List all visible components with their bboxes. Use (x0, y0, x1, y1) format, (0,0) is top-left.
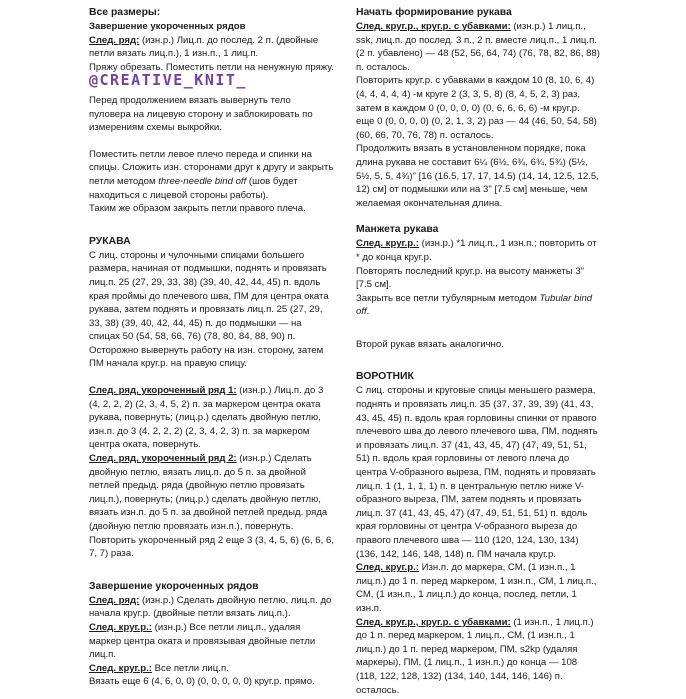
all-sizes-heading: Все размеры: (89, 7, 161, 18)
collar-round-2-instruction: След. круг.р., круг.р. с убавками: (1 изн.п., 1 лиц.п.) до 1 п. перед маркером, 1 лиц.п., СМ, (1 изн.п., 1 лиц.п.) до 1 п. перед маркером, ПМ, s2kp (удаляя маркеры), ПМ, (1 лиц.п., 1 изн.п.) до конца — 108 (118, 122, 128, 132) (134, 140, 144, 146, 146) п. осталось. (356, 616, 594, 696)
three-needle-paragraph: Поместить петли левое плечо переда и спинки на спицы. Сложить изн. сторонами друг к другу и закрыть петли методом three-needle bind off (шов будет находиться с лицевой стороны работы). (89, 148, 334, 201)
second-sleeve-note: Второй рукав вязать аналогично. (356, 338, 504, 350)
next-round-instruction: След. круг.р.: (изн.р.) Все петли лиц.п., удаляя маркер центра оката и провязывая двойные петли лиц.п. (89, 621, 316, 661)
begin-sleeve-shaping-heading: Начать формирование рукава (356, 7, 512, 18)
right-column (356, 6, 600, 697)
collar-pickup-paragraph: С лиц. стороны и круговые спицы меньшего размера, поднять и провязать лиц.п. 35 (37, 37, 39, 39) (41, 43, 43, 45, 45) п. вдоль края горловины спинки от правого плечевого шва до левого плечевого шва, ПМ, поднять и провязать лиц.п. 37 (41, 43, 45, 47) (47, 49, 51, 51, 51) п. вдоль края горловины от левого плеча до центра V-образного выреза, ПМ, поднять и провязать лиц.п. 1 (1, 1, 1, 1) п. в центральную петлю ниже V-образного выреза, ПМ, затем поднять и провязать лиц.п. 37 (41, 43, 45, 47) (47, 49, 51, 51, 51) п. вдоль края горловины от центра V-образного выреза до правого плечевого шва — 110 (120, 124, 130, 134) (136, 142, 146, 148, 148) п. ПМ начала круг.р. (356, 385, 598, 560)
watermark-handle: @CREATIVE_KNIT_ (89, 71, 247, 90)
knit-more-instruction: Вязать еще 6 (4, 6, 0, 0) (0, 0, 0, 0, 0) круг.р. прямо. (89, 676, 315, 688)
decrease-round-instruction: След. круг.р., круг.р. с убавками: (изн.р.) 1 лиц.п., ssk, лиц.п. до послед. 3 п., 2 п. вместе лиц.п., 1 лиц.п. (2 п. убавлено) — 48 (52, 56, 64, 74) (76, 78, 82, 86, 88) п. осталось. (356, 21, 600, 73)
continue-length-paragraph: Продолжить вязать в установленном порядке, пока длина рукава не составит 6¼ (6½, 6¾, 6¾, 5¾) (5½, 5½, 5, 5, 4¾)" [16 (16.5, 17, 17, 14.5) (14, 14, 12.5, 12.5, 12) см] от подмышки или на 3" [7.5 см] меньше, чем желаемая окончательная длина. (356, 143, 599, 209)
same-shoulder-paragraph: Таким же образом закрыть петли правого плеча. (89, 203, 306, 215)
blocking-paragraph: Перед продолжением вязать вывернуть тело пуловера на лицевую сторону и заблокировать по измерениям схемы выкройки. (89, 94, 313, 134)
repeat-short-row-paragraph: Повторить укороченный ряд 2 еще 3 (3, 4, 5, 6) (6, 6, 6, 7, 7) раза. (89, 534, 334, 560)
next-round-2-instruction: След. круг.р.: Все петли лиц.п. (89, 662, 229, 674)
cuff-round-instruction: След. круг.р.: (изн.р.) *1 лиц.п., 1 изн.п.; повторить от * до конца круг.р. (356, 238, 597, 263)
tubular-bind-off-instruction: Закрыть все петли тубулярным методом Tubular bind off. (356, 292, 593, 318)
cuff-heading: Манжета рукава (356, 224, 439, 236)
collar-heading: ВОРОТНИК (356, 371, 414, 383)
short-row-2-paragraph: След. ряд, укороченный ряд 2: (изн.р.) Сделать двойную петлю, вязать лиц.п. до 5 п. за двойной петлей предыд. ряда (двойную петлю провязать лиц.п.), повернуть; (лиц.р.) сделать двойную петлю, вязать изн.п. до 5 п. за двойной петлей предыд. ряда (двойную петлю провязать изн.п.), повернуть. (89, 453, 328, 532)
sleeve-pickup-paragraph: С лиц. стороны и чулочными спицами большего размера, начиная от подмышки, поднять и провязать лиц.п. 25 (27, 29, 33, 38) (39, 40, 42, 44, 45) п. вдоль края проймы до плечевого шва, ПМ для центра оката рукава, затем поднять и провязать лиц.п. 25 (27, 29, 33, 38) (39, 40, 42, 44, 45) п. до подмышки — на спицах 50 (54, 58, 66, 76) (78, 80, 84, 88, 90) п. Осторожно вывернуть работу на изн. сторону, затем ПМ начала круг.р. на правую спицу. (89, 249, 329, 370)
yarn-cut-instruction: Пряжу обрезать. Поместить петли на ненужную пряжу. (89, 61, 334, 73)
next-row-2-instruction: След. ряд: (изн.р.) Сделать двойную петлю, лиц.п. до начала круг.р. (двойные петли вязать лиц.п.). (89, 594, 332, 620)
sleeve-heading: РУКАВА (89, 235, 131, 247)
next-row-instruction: След. ряд: (изн.р.) Лиц.п. до послед. 2 п. (двойные петли вязать лиц.п.), 1 изн.п., 1 лиц.п. (89, 34, 319, 60)
collar-round-1-instruction: След. круг.р.: Изн.п. до маркера, СМ, (1 изн.п., 1 лиц.п.) до 1 п. перед маркером, 1 изн.п., СМ, 1 лиц.п., СМ, (1 изн.п., 1 лиц.п.) до конца, послед. петли, 1 изн.п. (356, 562, 597, 614)
repeat-decrease-paragraph: Повторить круг.р. с убавками в каждом 10 (8, 10, 6, 4) (4, 4, 4, 4, 4) -м круге 2 (3, 3, 5, 8) (8, 4, 5, 2, 3) раз, затем в каждом 0 (0, 0, 0, 0) (0, 6, 6, 6, 6) -м круг.р. еще 0 (0, 0, 0, 0) (0, 2, 1, 3, 2) раз — 44 (46, 50, 54, 58) (60, 66, 70, 76, 78) п. осталось. (356, 75, 597, 141)
short-row-1-paragraph: След. ряд, укороченный ряд 1: (изн.р.) Лиц.п. до 3 (4, 2, 2, 2) (2, 3, 4, 5, 2) п. за маркером центра оката рукава, повернуть; (лиц.р.) сделать двойную петлю, изн.п. до 3 (4, 2, 2, 2) (2, 3, 4, 2, 3) п. за маркером центра оката, повернуть. (89, 385, 324, 451)
left-column (89, 6, 335, 689)
finish-short-rows-heading: Завершение укороченных рядов (89, 580, 259, 592)
finish-short-rows-subheading: Завершение укороченных рядов (89, 21, 246, 32)
cuff-repeat-instruction: Повторять последний круг.р. на высоту манжеты 3" [7.5 см]. (356, 265, 585, 291)
